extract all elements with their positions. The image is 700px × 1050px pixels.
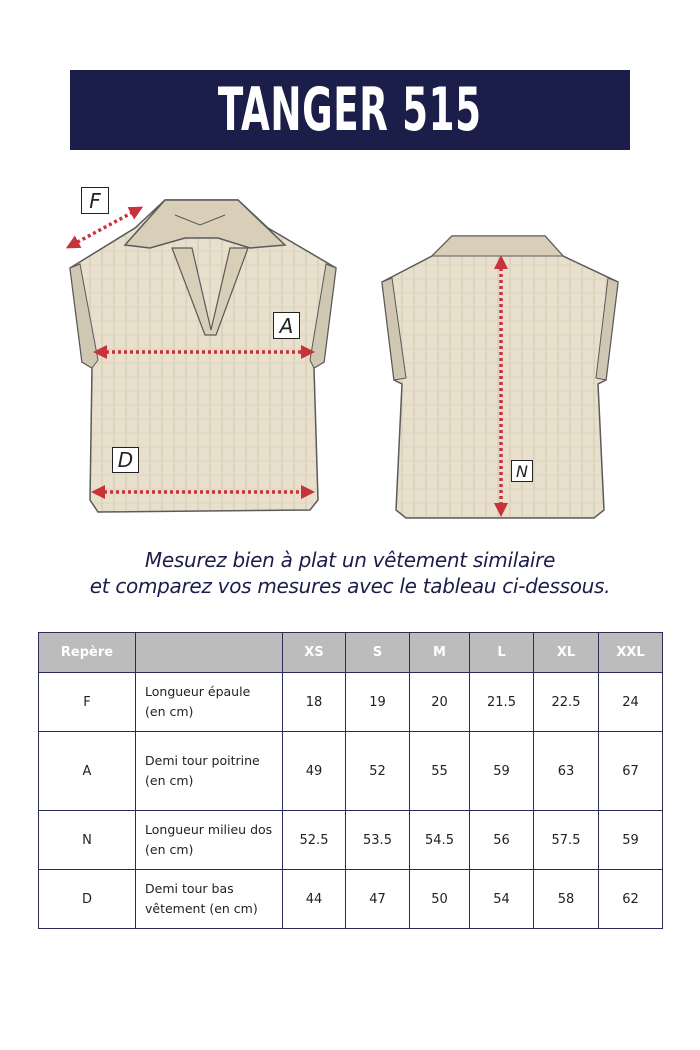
- cell-xl: 57.5: [534, 811, 599, 870]
- cell-m: 55: [410, 732, 470, 811]
- label-a: A: [273, 312, 300, 339]
- title-banner: [70, 70, 630, 150]
- garment-diagram: [0, 175, 700, 535]
- description-unit: (en cm): [145, 773, 194, 788]
- header-description: [136, 633, 283, 673]
- label-n: N: [511, 460, 533, 482]
- cell-xxl: 67: [599, 732, 663, 811]
- size-chart-table: [38, 632, 663, 929]
- cell-m: 20: [410, 673, 470, 732]
- description-line: Longueur milieu dos: [145, 822, 273, 837]
- cell-s: 19: [346, 673, 410, 732]
- cell-s: 53.5: [346, 811, 410, 870]
- row-description: [136, 732, 283, 811]
- instructions-line-1: Mesurez bien à plat un vêtement similaire: [144, 548, 556, 572]
- label-d: D: [112, 447, 139, 473]
- header-xl: XL: [534, 633, 599, 673]
- table-row: [39, 870, 663, 929]
- cell-xs: 52.5: [283, 811, 346, 870]
- cell-xxl: 62: [599, 870, 663, 929]
- description-unit: (en cm): [145, 704, 194, 719]
- row-mark: F: [39, 673, 136, 732]
- cell-l: 56: [470, 811, 534, 870]
- cell-xl: 63: [534, 732, 599, 811]
- row-description: [136, 673, 283, 732]
- label-f: F: [81, 187, 109, 214]
- cell-xs: 18: [283, 673, 346, 732]
- cell-l: 21.5: [470, 673, 534, 732]
- garment-illustrations: [0, 175, 700, 535]
- description-unit: (en cm): [145, 842, 194, 857]
- front-view: [70, 200, 336, 512]
- cell-xxl: 24: [599, 673, 663, 732]
- header-xxl: XXL: [599, 633, 663, 673]
- back-view: [382, 236, 618, 518]
- cell-m: 54.5: [410, 811, 470, 870]
- table-row: [39, 811, 663, 870]
- row-mark: A: [39, 732, 136, 811]
- table-header-row: [39, 633, 663, 673]
- measuring-instructions: [0, 547, 700, 599]
- instructions-line-2: et comparez vos mesures avec le tableau ci-dessous.: [89, 574, 611, 598]
- page-title: TANGER 515: [218, 75, 482, 145]
- row-mark: N: [39, 811, 136, 870]
- cell-xxl: 59: [599, 811, 663, 870]
- header-repere: Repère: [39, 633, 136, 673]
- header-s: S: [346, 633, 410, 673]
- cell-s: 52: [346, 732, 410, 811]
- cell-l: 54: [470, 870, 534, 929]
- cell-xs: 49: [283, 732, 346, 811]
- table-row: [39, 673, 663, 732]
- description-line: Demi tour poitrine: [145, 753, 260, 768]
- table-row: [39, 732, 663, 811]
- cell-xs: 44: [283, 870, 346, 929]
- cell-xl: 22.5: [534, 673, 599, 732]
- header-xs: XS: [283, 633, 346, 673]
- description-unit: vêtement (en cm): [145, 901, 258, 916]
- cell-s: 47: [346, 870, 410, 929]
- row-description: [136, 870, 283, 929]
- row-mark: D: [39, 870, 136, 929]
- cell-l: 59: [470, 732, 534, 811]
- row-description: [136, 811, 283, 870]
- header-l: L: [470, 633, 534, 673]
- cell-m: 50: [410, 870, 470, 929]
- cell-xl: 58: [534, 870, 599, 929]
- header-m: M: [410, 633, 470, 673]
- description-line: Demi tour bas: [145, 881, 234, 896]
- description-line: Longueur épaule: [145, 684, 251, 699]
